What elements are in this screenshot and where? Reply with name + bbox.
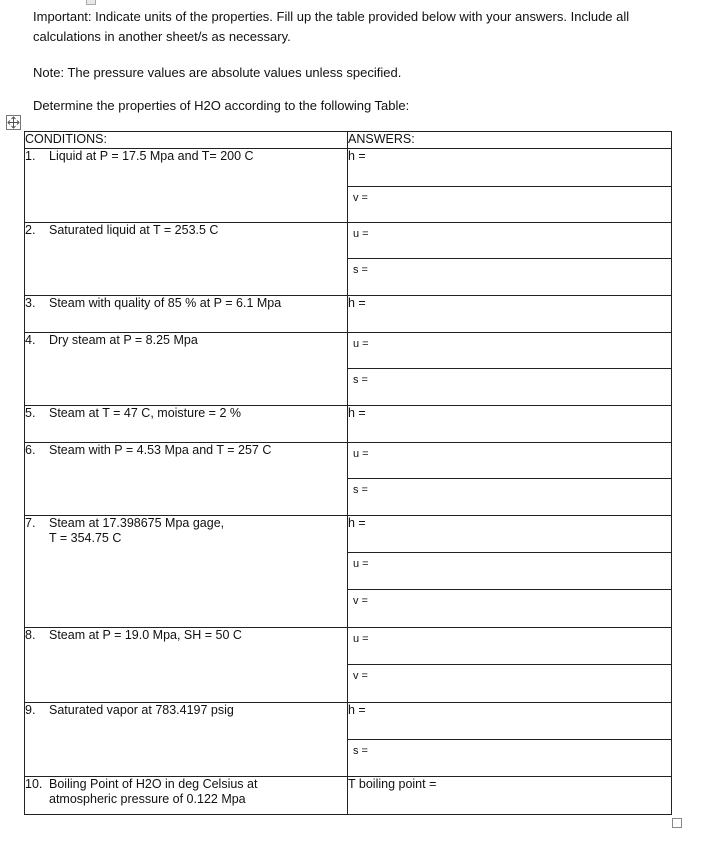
- table-row: [25, 703, 672, 740]
- condition-line: [25, 628, 347, 643]
- answer-cell[interactable]: T boiling point =: [348, 777, 672, 815]
- answer-cell[interactable]: u =: [348, 223, 672, 259]
- condition-cell: [25, 628, 348, 703]
- table-row: [25, 628, 672, 665]
- prompt-paragraph: Determine the properties of H2O according to the following Table:: [33, 98, 410, 113]
- answer-cell[interactable]: h =: [348, 296, 672, 333]
- condition-text: Saturated vapor at 783.4197 psig: [49, 703, 234, 717]
- top-anchor-handle[interactable]: [86, 0, 96, 5]
- condition-cell: [25, 777, 348, 815]
- condition-number: 3.: [25, 296, 36, 310]
- condition-cell: [25, 223, 348, 296]
- condition-number: 6.: [25, 443, 36, 457]
- answer-cell[interactable]: h =: [348, 149, 672, 187]
- condition-text: Saturated liquid at T = 253.5 C: [49, 223, 219, 237]
- condition-number: 4.: [25, 333, 36, 347]
- condition-cell: [25, 516, 348, 628]
- condition-text-line2: atmospheric pressure of 0.122 Mpa: [49, 792, 246, 806]
- answer-cell[interactable]: u =: [348, 443, 672, 479]
- condition-line: [25, 777, 347, 792]
- condition-number: 9.: [25, 703, 36, 717]
- condition-number: 5.: [25, 406, 36, 420]
- condition-number: 7.: [25, 516, 36, 530]
- answer-cell[interactable]: u =: [348, 333, 672, 369]
- answer-cell[interactable]: h =: [348, 703, 672, 740]
- condition-number: 2.: [25, 223, 36, 237]
- condition-number: 8.: [25, 628, 36, 642]
- condition-cell: [25, 296, 348, 333]
- answer-cell[interactable]: v =: [348, 590, 672, 628]
- table-header-row: [25, 132, 672, 149]
- resize-square-icon[interactable]: [672, 818, 682, 828]
- condition-line: [25, 296, 347, 311]
- condition-text: Dry steam at P = 8.25 Mpa: [49, 333, 198, 347]
- properties-table: [24, 131, 672, 815]
- answer-cell[interactable]: u =: [348, 628, 672, 665]
- table-row: [25, 223, 672, 259]
- answer-cell[interactable]: h =: [348, 406, 672, 443]
- condition-cell: [25, 443, 348, 516]
- answer-cell[interactable]: s =: [348, 259, 672, 296]
- condition-line: [25, 333, 347, 348]
- condition-text: Steam at T = 47 C, moisture = 2 %: [49, 406, 241, 420]
- move-cross-icon[interactable]: [6, 115, 21, 130]
- table-row: [25, 406, 672, 443]
- condition-number: 1.: [25, 149, 36, 163]
- answer-cell[interactable]: s =: [348, 369, 672, 406]
- condition-line: [25, 223, 347, 238]
- answer-cell[interactable]: v =: [348, 665, 672, 703]
- condition-text: Steam with quality of 85 % at P = 6.1 Mpa: [49, 296, 282, 310]
- table-row: [25, 333, 672, 369]
- condition-text: Liquid at P = 17.5 Mpa and T= 200 C: [49, 149, 254, 163]
- table-row: [25, 516, 672, 553]
- note-paragraph: Note: The pressure values are absolute values unless specified.: [33, 65, 402, 80]
- condition-text: Boiling Point of H2O in deg Celsius at: [49, 777, 258, 791]
- header-conditions: CONDITIONS:: [25, 132, 348, 149]
- condition-text: Steam at P = 19.0 Mpa, SH = 50 C: [49, 628, 242, 642]
- instruction-paragraph: Important: Indicate units of the properties. Fill up the table provided below with your answers. Include all calculations in another sheet/s as necessary.: [33, 9, 630, 44]
- condition-line: [25, 516, 347, 531]
- table-row: [25, 443, 672, 479]
- condition-text: Steam with P = 4.53 Mpa and T = 257 C: [49, 443, 272, 457]
- condition-text: Steam at 17.398675 Mpa gage,: [49, 516, 225, 530]
- table-row: [25, 149, 672, 187]
- condition-line: [25, 149, 347, 164]
- condition-line: [25, 406, 347, 421]
- header-answers: ANSWERS:: [348, 132, 672, 149]
- condition-cell: [25, 703, 348, 777]
- condition-text-line2: T = 354.75 C: [49, 531, 122, 545]
- table-row: [25, 296, 672, 333]
- condition-line: [25, 703, 347, 718]
- answer-cell[interactable]: v =: [348, 187, 672, 223]
- condition-number: 10.: [25, 777, 43, 791]
- condition-cell: [25, 149, 348, 223]
- condition-cell: [25, 333, 348, 406]
- answer-cell[interactable]: h =: [348, 516, 672, 553]
- answer-cell[interactable]: s =: [348, 479, 672, 516]
- table-row: [25, 777, 672, 815]
- answer-cell[interactable]: s =: [348, 740, 672, 777]
- condition-cell: [25, 406, 348, 443]
- answer-cell[interactable]: u =: [348, 553, 672, 590]
- condition-line: [25, 443, 347, 458]
